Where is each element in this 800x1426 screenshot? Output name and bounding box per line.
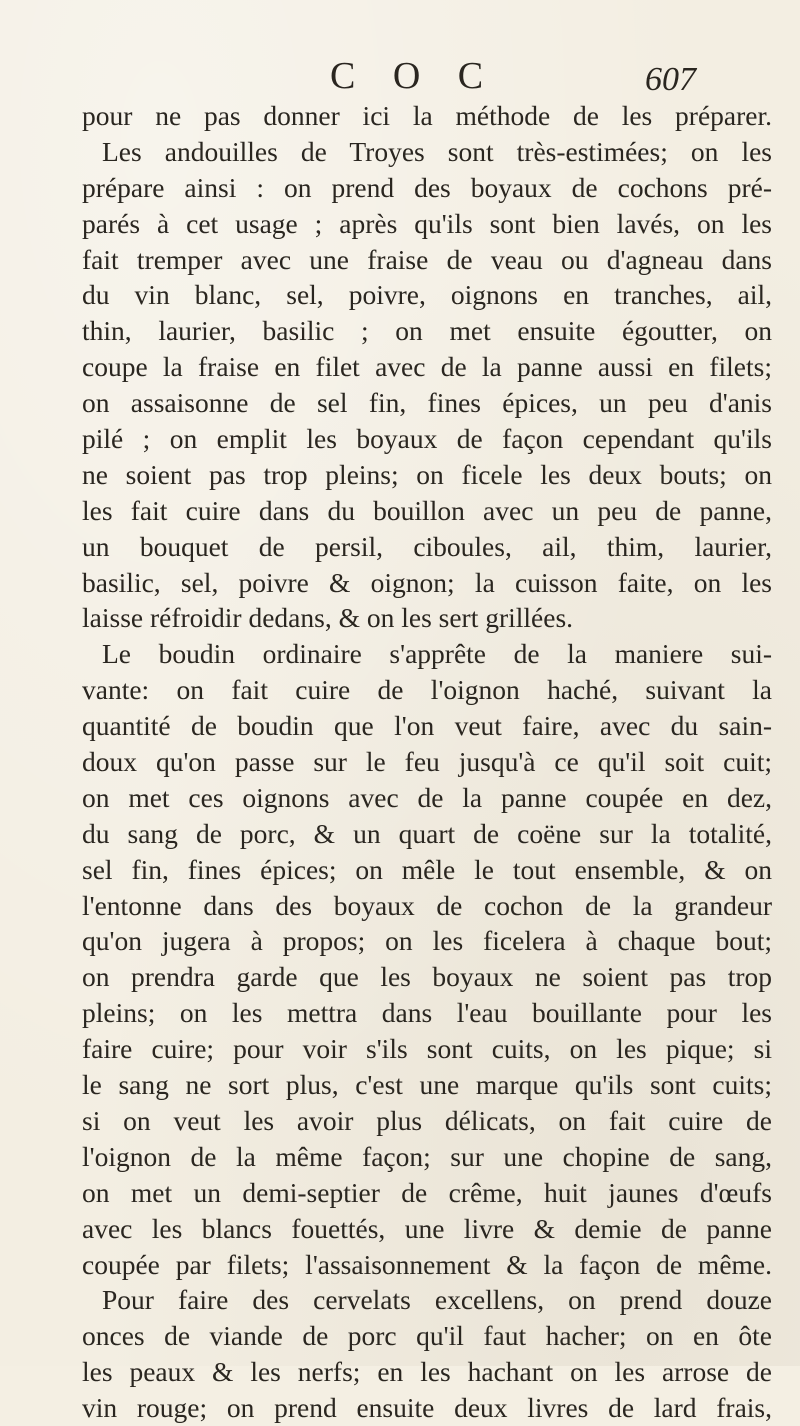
text-line: un bouquet de persil, ciboules, ail, thim, laurier, [82, 530, 772, 562]
text-line: pilé ; on emplit les boyaux de façon cependant qu'ils [82, 423, 772, 455]
text-line: faire cuire; pour voir s'ils sont cuits, on les pique; si [82, 1033, 772, 1065]
text-line: du sang de porc, & un quart de coëne sur la totalité, [82, 817, 772, 849]
text-line: si on veut les avoir plus délicats, on fait cuire de [82, 1104, 772, 1136]
text-line: Pour faire des cervelats excellens, on prend douze [102, 1284, 772, 1316]
page-number: 607 [645, 61, 696, 98]
text-line: on met ces oignons avec de la panne coupée en dez, [82, 781, 772, 813]
text-line: l'entonne dans des boyaux de cochon de la grandeur [82, 889, 772, 921]
text-line: avec les blancs fouettés, une livre & demie de panne [82, 1212, 772, 1244]
text-line: fait tremper avec une fraise de veau ou d'agneau dans [82, 243, 772, 275]
text-line: vin rouge; on prend ensuite deux livres de lard frais, [82, 1392, 772, 1424]
text-line: les peaux & les nerfs; en les hachant on les arrose de [82, 1356, 772, 1388]
text-line: parés à cet usage ; après qu'ils sont bien lavés, on les [82, 207, 772, 239]
text-line: prépare ainsi : on prend des boyaux de cochons pré- [82, 171, 772, 203]
body-text [82, 98, 772, 1426]
text-line: laisse réfroidir dedans, & on les sert grillées. [82, 602, 574, 634]
text-line: quantité de boudin que l'on veut faire, avec du sain- [82, 710, 772, 742]
text-line: l'oignon de la même façon; sur une chopine de sang, [82, 1140, 772, 1172]
text-line: onces de viande de porc qu'il faut hacher; on en ôte [82, 1320, 772, 1352]
text-line: coupe la fraise en filet avec de la panne aussi en filets; [82, 351, 772, 383]
text-line: sel fin, fines épices; on mêle le tout ensemble, & on [82, 853, 772, 885]
text-line: coupée par filets; l'assaisonnement & la façon de même. [82, 1248, 772, 1280]
text-line: pour ne pas donner ici la méthode de les préparer. [82, 100, 772, 131]
text-line: qu'on jugera à propos; on les ficelera à chaque bout; [82, 925, 772, 957]
text-line: doux qu'on passe sur le feu jusqu'à ce qu'il soit cuit; [82, 746, 772, 778]
text-line: on prendra garde que les boyaux ne soient pas trop [82, 961, 772, 993]
running-head [0, 50, 800, 102]
running-head-title: C O C [330, 55, 498, 97]
text-line: ne soient pas trop pleins; on ficele les deux bouts; on [82, 458, 772, 490]
text-line: Le boudin ordinaire s'apprête de la maniere sui- [102, 638, 772, 670]
text-line: thin, laurier, basilic ; on met ensuite égoutter, on [82, 315, 772, 347]
text-line: vante: on fait cuire de l'oignon haché, suivant la [82, 674, 772, 706]
text-line: pleins; on les mettra dans l'eau bouillante pour les [82, 997, 772, 1029]
text-line: on assaisonne de sel fin, fines épices, un peu d'anis [82, 387, 772, 419]
text-line: Les andouilles de Troyes sont très-estimées; on les [102, 135, 772, 167]
text-line: on met un demi-septier de crême, huit jaunes d'œufs [82, 1176, 772, 1208]
text-line: basilic, sel, poivre & oignon; la cuisson faite, on les [82, 566, 772, 598]
text-line: le sang ne sort plus, c'est une marque qu'ils sont cuits; [82, 1069, 772, 1101]
text-line: les fait cuire dans du bouillon avec un peu de panne, [82, 494, 772, 526]
text-line: du vin blanc, sel, poivre, oignons en tranches, ail, [82, 279, 772, 311]
